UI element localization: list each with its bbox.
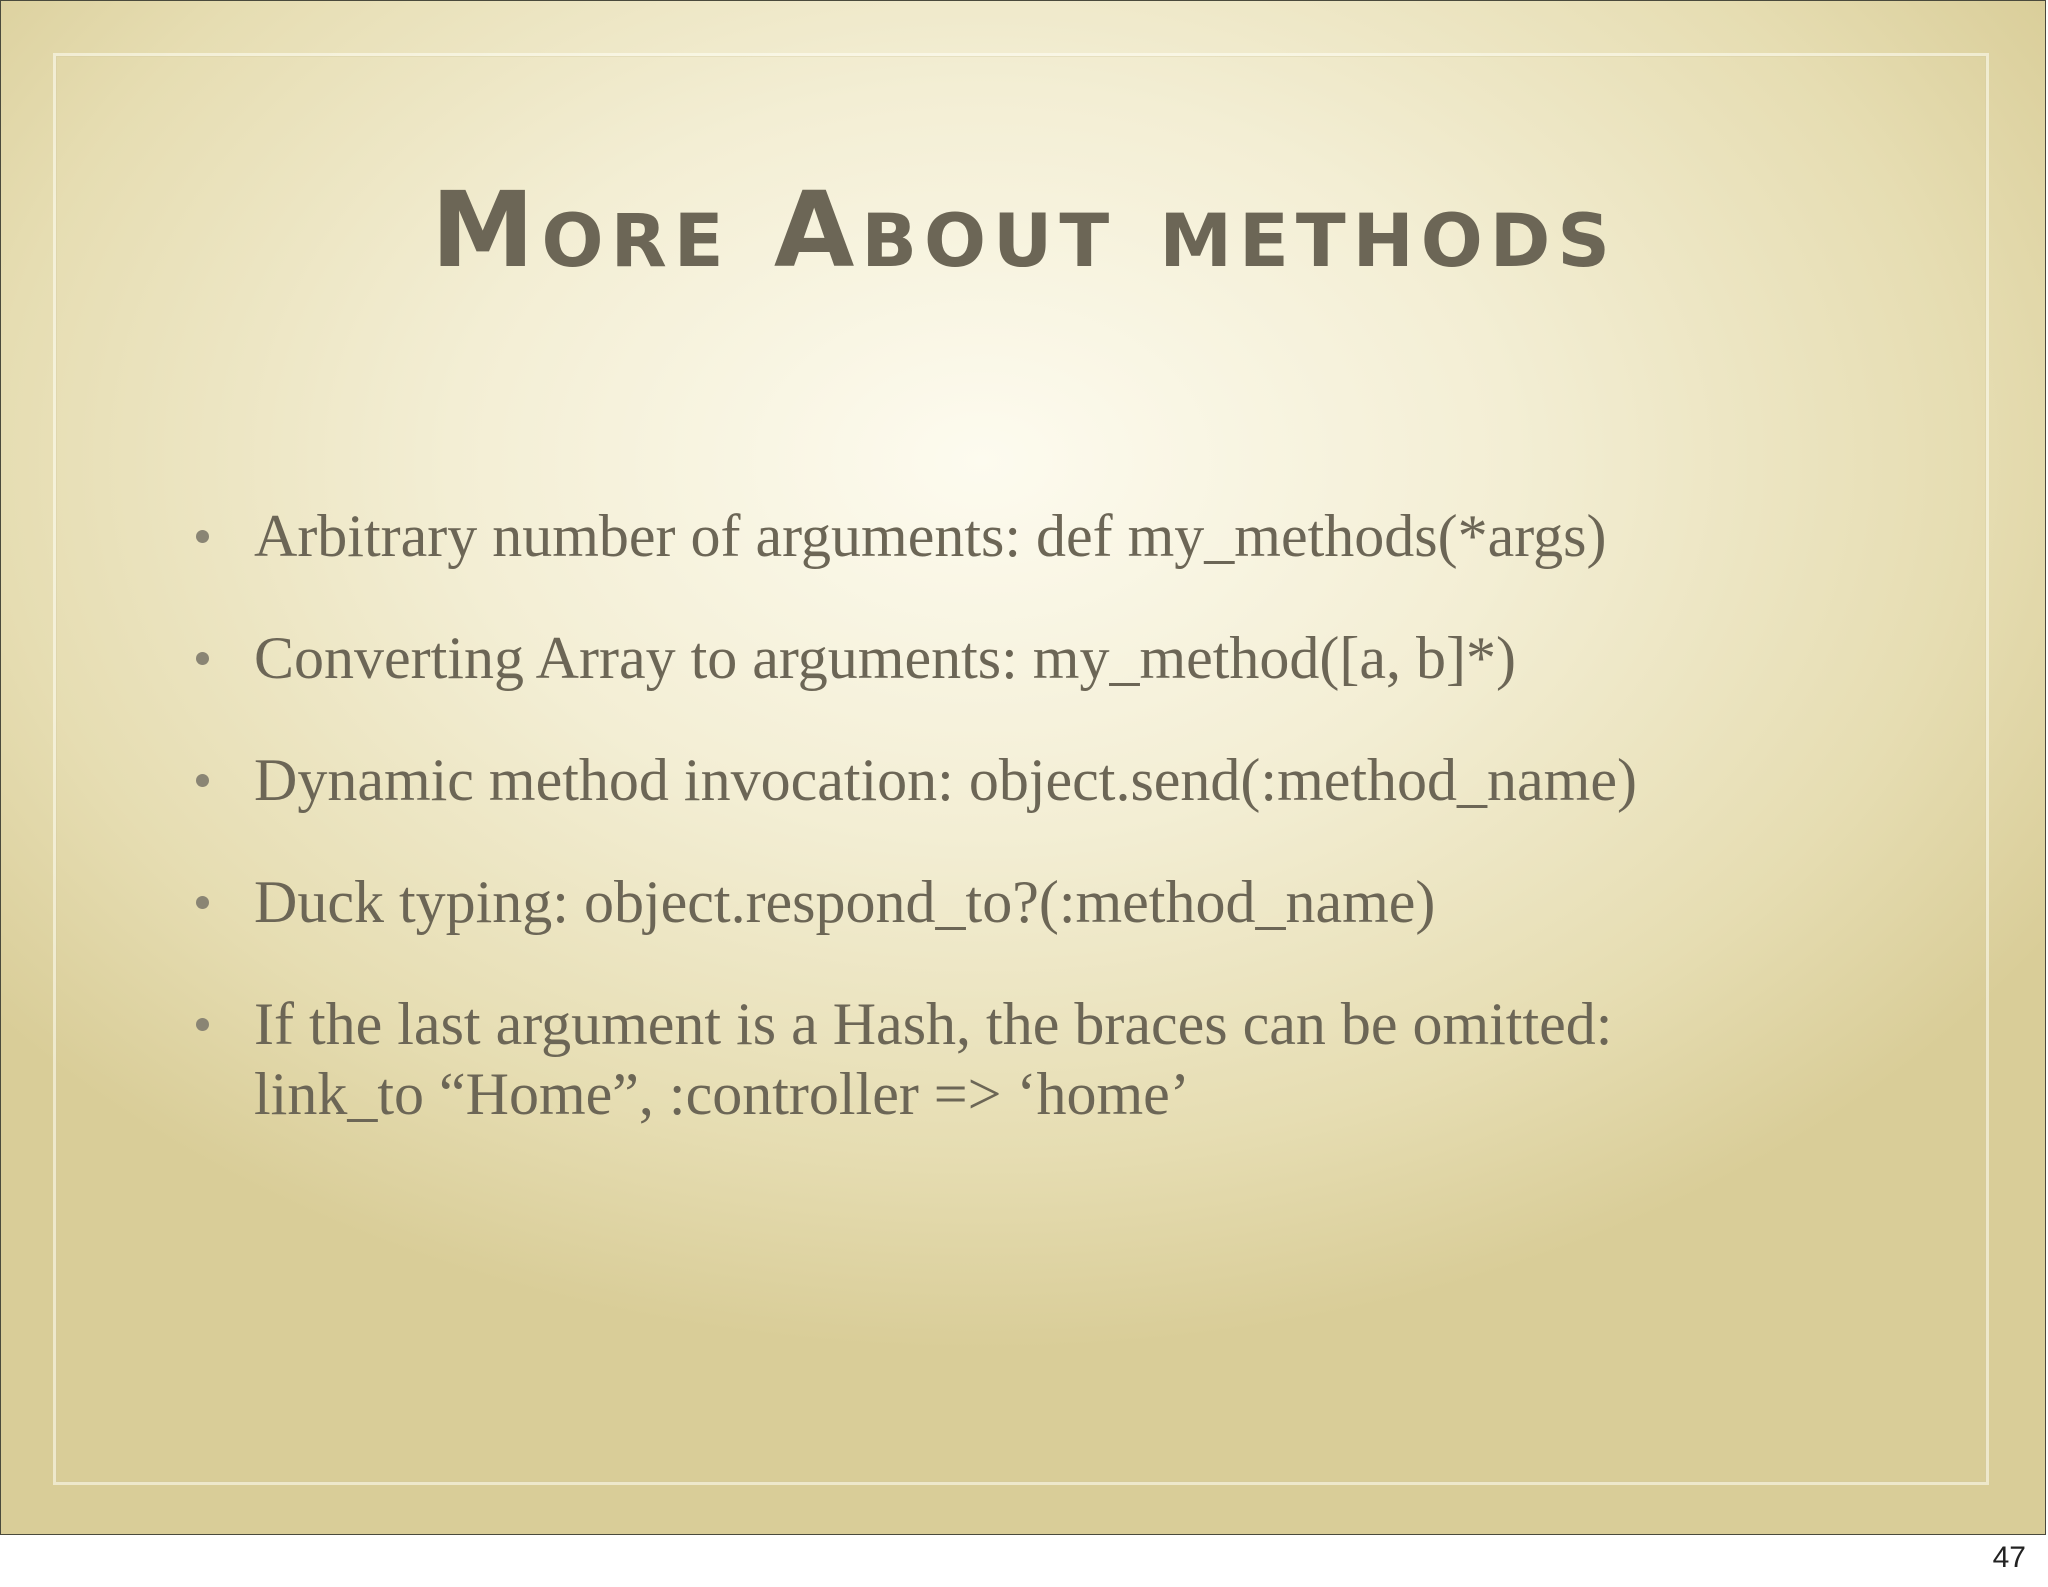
bullet-item [196, 501, 1756, 571]
bullet-dot-icon [196, 896, 209, 909]
bullet-text: Dynamic method invocation: object.send(:method_name) [254, 747, 1637, 813]
slide-title: More About methods [431, 169, 1617, 291]
page-number: 47 [1992, 1541, 2026, 1574]
bullet-dot-icon [196, 530, 209, 543]
bullet-item [196, 989, 1756, 1129]
bullet-text: Arbitrary number of arguments: def my_methods(*args) [254, 503, 1607, 569]
bullet-text: Duck typing: object.respond_to?(:method_name) [254, 869, 1436, 935]
bullet-text: Converting Array to arguments: my_method([a, b]*) [254, 625, 1516, 691]
bullet-item [196, 623, 1756, 693]
bullet-dot-icon [196, 652, 209, 665]
bullet-dot-icon [196, 1018, 209, 1031]
bullet-item [196, 867, 1756, 937]
bullet-text: If the last argument is a Hash, the braces can be omitted: link_to “Home”, :controller => ‘home’ [254, 991, 1613, 1127]
bullet-dot-icon [196, 774, 209, 787]
bullet-item [196, 745, 1756, 815]
bullet-list [196, 501, 1756, 1181]
